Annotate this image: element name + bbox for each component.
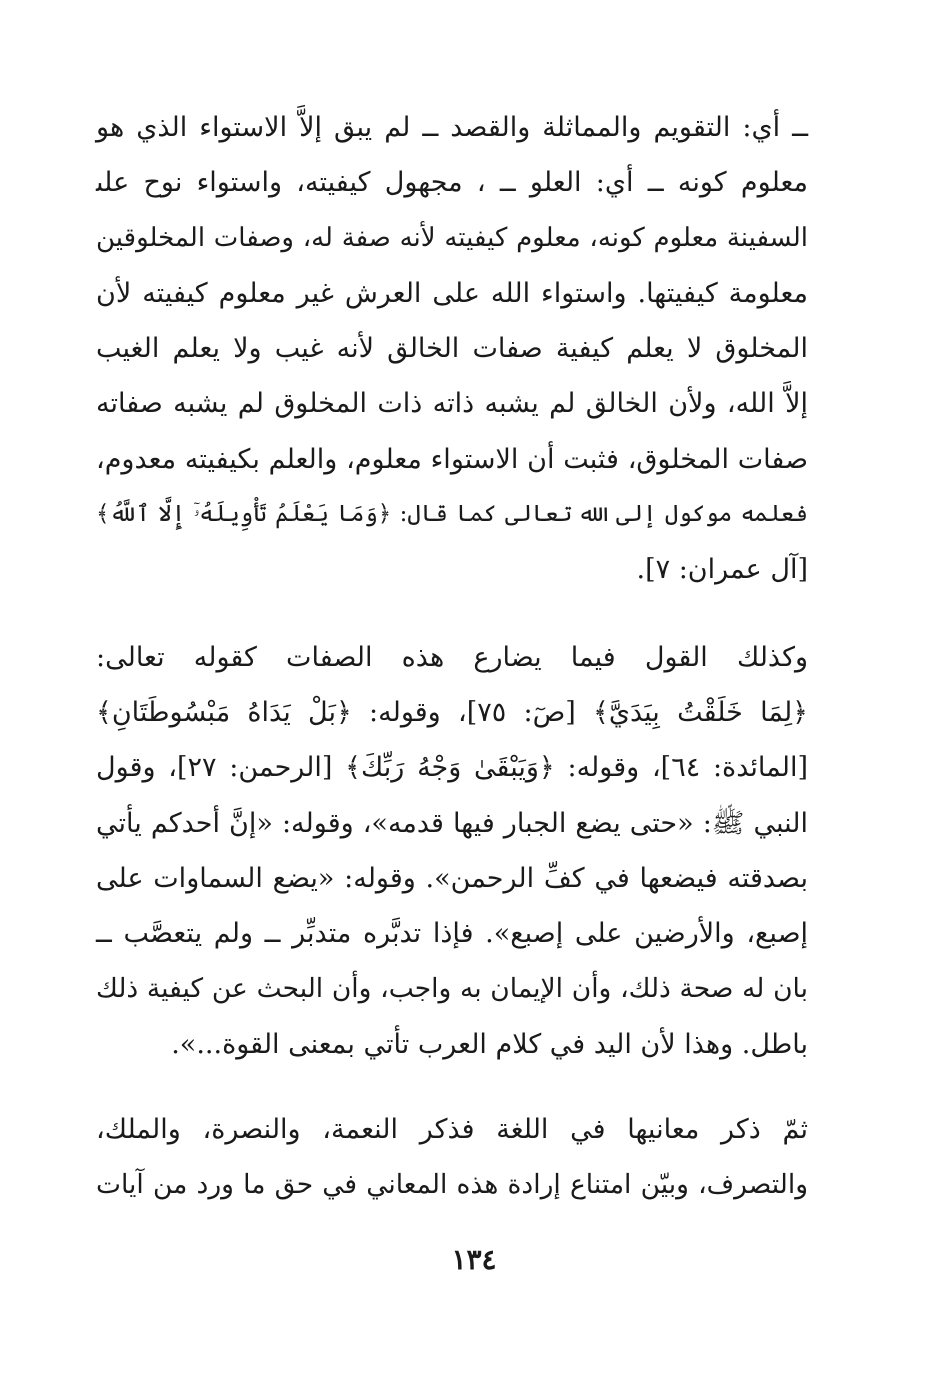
paragraph-1 <box>96 100 808 598</box>
text-line: المخلوق لا يعلم كيفية صفات الخالق لأنه غيب ولا يعلم الغيب <box>96 333 808 365</box>
paragraph-2 <box>96 630 808 1072</box>
text-line: معلوم كونه ــ أي: العلو ــ ، مجهول كيفيته، واستواء نوح على <box>96 167 808 199</box>
page-body <box>96 100 808 1213</box>
text-line: فعلمه موكول إلى الله تعالى كما قال: ﴿وَمَا يَعْلَمُ تَأْوِيلَهُۥٓ إِلَّا ٱللَّهُ﴾ <box>96 501 808 528</box>
page-number: ١٣٤ <box>451 1243 497 1276</box>
text-line: إصبع، والأرضين على إصبع». فإذا تدبَّره متدبِّر ــ ولم يتعصَّب ــ <box>96 918 808 950</box>
text-line: بان له صحة ذلك، وأن الإيمان به واجب، وأن البحث عن كيفية ذلك <box>96 973 808 1005</box>
text-line: صفات المخلوق، فثبت أن الاستواء معلوم، والعلم بكيفيته معدوم، <box>96 443 808 475</box>
paragraph-spacer <box>96 1072 808 1102</box>
text-line: السفينة معلوم كونه، معلوم كيفيته لأنه صفة له، وصفات المخلوقين <box>96 222 808 253</box>
text-line: ثمّ ذكر معانيها في اللغة فذكر النعمة، والنصرة، والملك، <box>96 1114 808 1146</box>
text-line: إلاَّ الله، ولأن الخالق لم يشبه ذاته ذات المخلوق لم يشبه صفاته <box>96 388 808 420</box>
text-line: والتصرف، وبيّن امتناع إرادة هذه المعاني في حق ما ورد من آيات <box>96 1169 808 1201</box>
text-line: ــ أي: التقويم والمماثلة والقصد ــ لم يبق إلاَّ الاستواء الذي هو <box>96 112 808 143</box>
text-line: معلومة كيفيتها. واستواء الله على العرش غير معلوم كيفيته لأن <box>96 277 808 309</box>
text-line: باطل. وهذا لأن اليد في كلام العرب تأتي بمعنى القوة...». <box>171 1028 808 1060</box>
text-line: [آل عمران: ٧]. <box>636 554 808 586</box>
text-line: وكذلك القول فيما يضارع هذه الصفات كقوله تعالى: <box>96 641 808 673</box>
text-line: النبي ﷺ: «حتى يضع الجبار فيها قدمه»، وقوله: «إنَّ أحدكم يأتي <box>96 807 808 839</box>
text-line: ﴿لِمَا خَلَقْتُ بِيَدَيَّ﴾ [صٓ: ٧٥]، وقوله: ﴿بَلْ يَدَاهُ مَبْسُوطَتَانِ﴾ <box>96 696 809 728</box>
paragraph-spacer <box>96 598 808 630</box>
paragraph-3 <box>96 1102 808 1213</box>
text-line: بصدقته فيضعها في كفِّ الرحمن». وقوله: «يضع السماوات على <box>96 862 808 894</box>
text-line: [المائدة: ٦٤]، وقوله: ﴿وَيَبْقَىٰ وَجْهُ رَبِّكَ﴾ [الرحمن: ٢٧]، وقول <box>96 752 808 784</box>
